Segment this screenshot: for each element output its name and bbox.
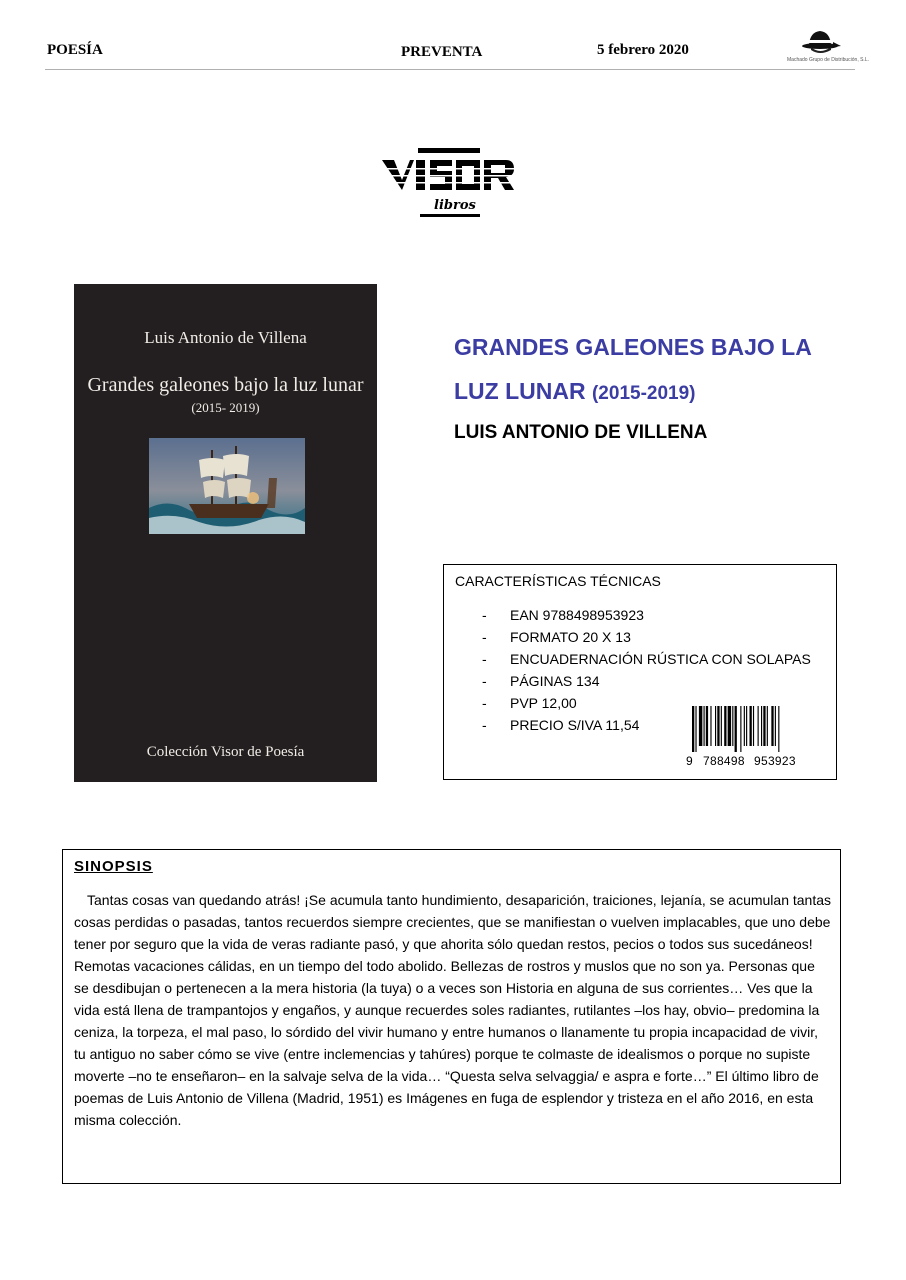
header-genre: POESÍA: [47, 42, 103, 58]
synopsis-heading: SINOPSIS: [74, 858, 153, 875]
synopsis-text: Tantas cosas van quedando atrás! ¡Se acumula tanto hundimiento, desaparición, traiciones, lejanía, se acumulan tantas cosas perdidas o pasadas, tantos recuerdos siempre crecientes, que se manifiestan o vuelven implacables, que uno debe tener por seguro que la vida de veras radiante pasó, y que ahorita sólo quedan restos, pecios o todos sus sucedáneos! Remotas vacaciones cálidas, en un tiempo del todo abolido. Bellezas de rostros y muslos que no son ya. Personas que se desdibujan o pertenecen a la mera historia (la tuya) o a veces son Historia en alguna de sus corrientes… Ves que la vida está llena de trampantojos y engaños, y aunque recuerdes soles radiantes, rutilantes –los hay, obvio– predomina la ceniza, la torpeza, el mal paso, lo sórdido del vivir humano y entre humanos o llanamente tu propia incapacidad de vivir, tu antiguo no saber cómo se vive (entre inclemencias y tahúres) porque te colmaste de idealismos o porque no supiste moverte –no te enseñaron– en la salvaje selva de la vida… “Questa selva selvaggia/ e aspra e forte…” El último libro de poemas de Luis Antonio de Villena (Madrid, 1951) es Imágenes en fuga de esplendor y tristeza en el año 2016, en esta misma colección.: [74, 892, 832, 1128]
cover-title: Grandes galeones bajo la luz lunar: [87, 374, 364, 396]
barcode: 9 788498 953923: [692, 706, 810, 768]
distributor-logo: [787, 22, 869, 68]
book-cover: [74, 284, 377, 782]
book-title-years: (2015-2019): [591, 383, 696, 404]
synopsis-box: [62, 849, 841, 1184]
hat-figure-icon: [787, 22, 857, 56]
cover-illustration-galleon: [149, 438, 305, 534]
header-divider: [45, 69, 855, 70]
header-status: PREVENTA: [401, 44, 483, 60]
cover-collection: Colección Visor de Poesía: [146, 744, 305, 760]
tech-heading: CARACTERÍSTICAS TÉCNICAS: [455, 573, 661, 589]
cover-author: Luis Antonio de Villena: [144, 328, 307, 347]
visor-libros-logo: [380, 146, 516, 222]
book-title-line2: [454, 378, 696, 405]
book-title-line1: GRANDES GALEONES BAJO LA: [454, 334, 812, 360]
svg-text:libros: libros: [434, 198, 476, 213]
barcode-bars-icon: [692, 706, 810, 752]
header-date: 5 febrero 2020: [597, 42, 689, 58]
book-author: LUIS ANTONIO DE VILLENA: [454, 422, 708, 443]
book-title-main: LUZ LUNAR: [454, 378, 586, 404]
cover-years: (2015- 2019): [191, 400, 260, 415]
distributor-tagline: Machado Grupo de Distribución, S.L.: [787, 57, 869, 63]
technical-specs-box: CARACTERÍSTICAS TÉCNICAS - EAN 9788498953923 - FORMATO 20 X 13 - ENCUADERNACIÓN RÚSTICA CON SOLAPAS - PÁGINAS 134 - PVP 12,00 - PRECIO S/IVA 11,54 9 788498 953923: [443, 564, 837, 780]
